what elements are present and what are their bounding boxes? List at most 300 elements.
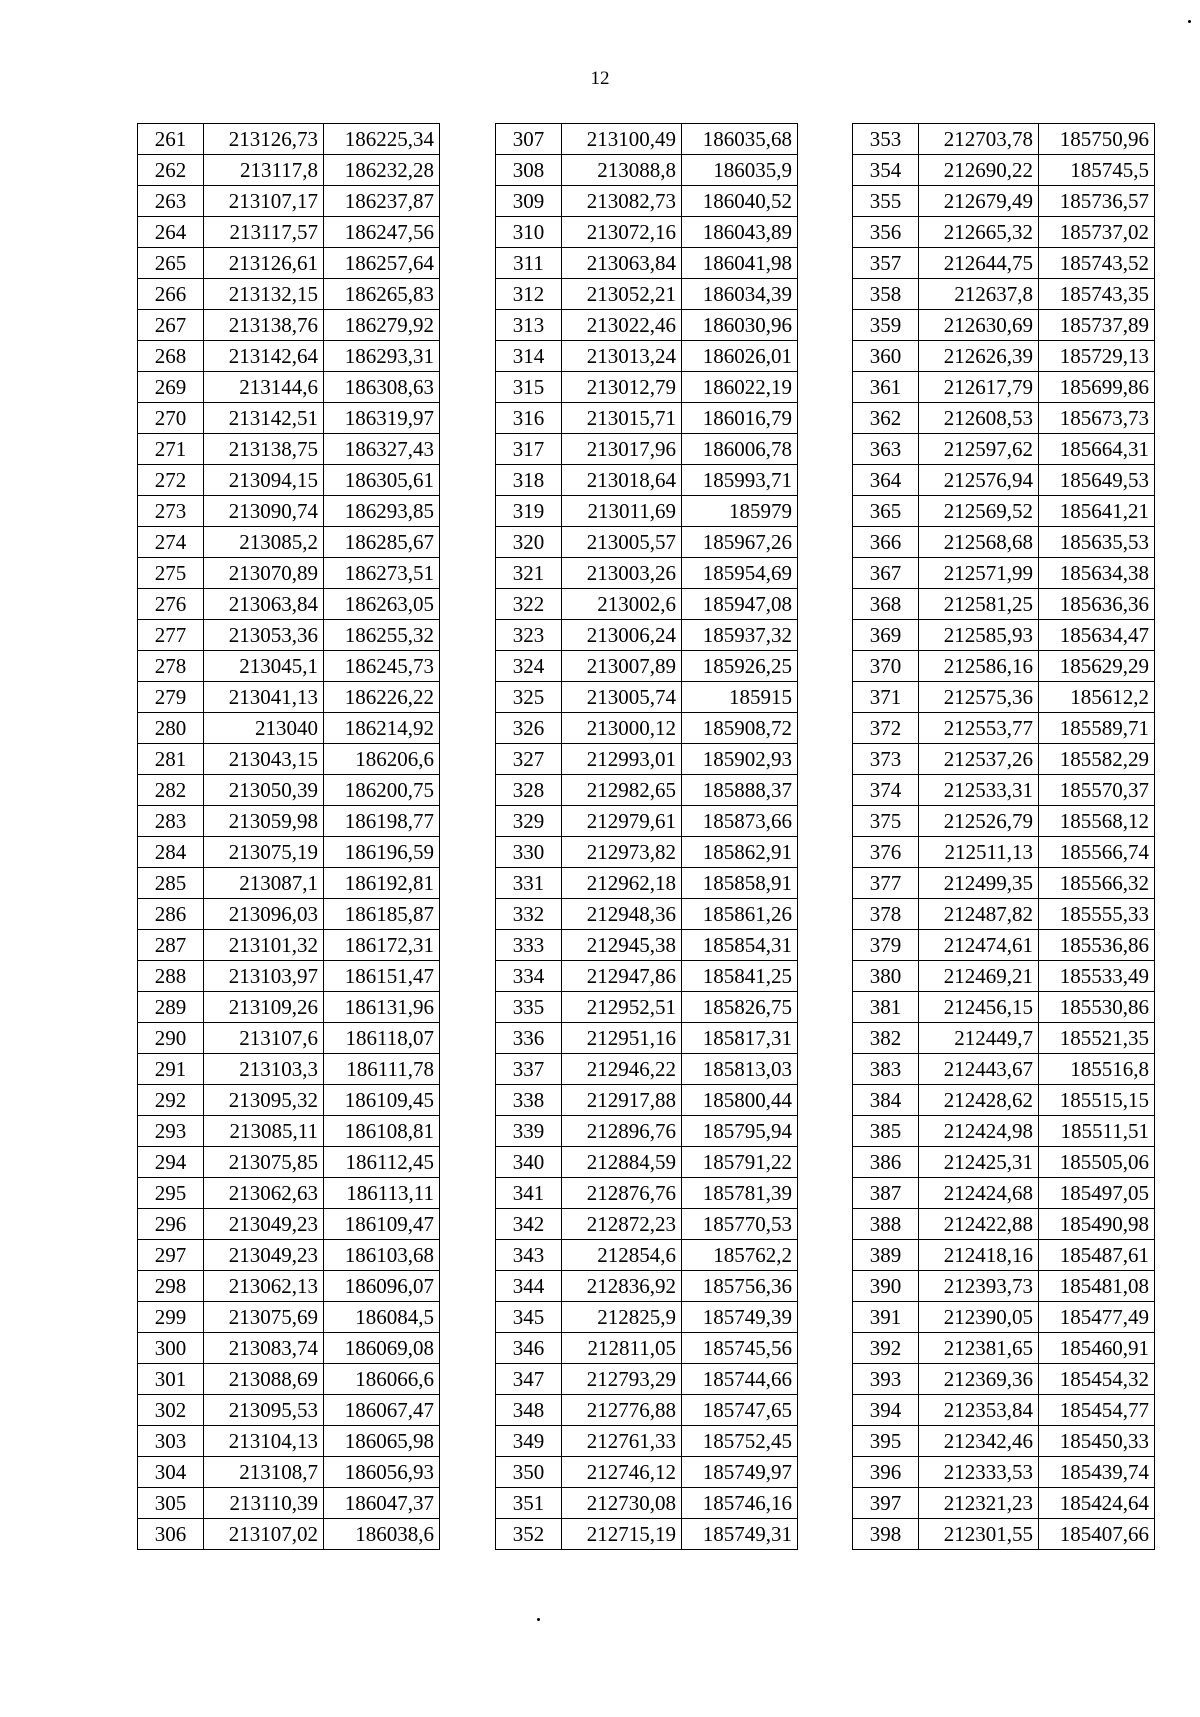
table-row [138, 1209, 440, 1240]
x-coordinate-cell: 212825,9 [562, 1302, 682, 1333]
x-coordinate-cell: 213101,32 [204, 930, 324, 961]
x-coordinate-cell: 213045,1 [204, 651, 324, 682]
point-number-cell: 292 [138, 1085, 204, 1116]
y-coordinate-cell: 185743,52 [1039, 248, 1155, 279]
y-coordinate-cell: 185800,44 [682, 1085, 798, 1116]
y-coordinate-cell: 185634,38 [1039, 558, 1155, 589]
point-number-cell: 346 [496, 1333, 562, 1364]
table-row [138, 651, 440, 682]
x-coordinate-cell: 212948,36 [562, 899, 682, 930]
y-coordinate-cell: 186293,85 [324, 496, 440, 527]
table-row [138, 403, 440, 434]
table-row [853, 589, 1155, 620]
x-coordinate-cell: 212511,13 [919, 837, 1039, 868]
table-row [853, 899, 1155, 930]
y-coordinate-cell: 185641,21 [1039, 496, 1155, 527]
table-row [853, 434, 1155, 465]
x-coordinate-cell: 213083,74 [204, 1333, 324, 1364]
point-number-cell: 276 [138, 589, 204, 620]
table-row [496, 713, 798, 744]
x-coordinate-cell: 213059,98 [204, 806, 324, 837]
x-coordinate-cell: 212876,76 [562, 1178, 682, 1209]
point-number-cell: 342 [496, 1209, 562, 1240]
y-coordinate-cell: 185858,91 [682, 868, 798, 899]
x-coordinate-cell: 213043,15 [204, 744, 324, 775]
table-row [853, 930, 1155, 961]
table-row [138, 1023, 440, 1054]
x-coordinate-cell: 213108,7 [204, 1457, 324, 1488]
x-coordinate-cell: 212730,08 [562, 1488, 682, 1519]
table-row [138, 155, 440, 186]
y-coordinate-cell: 186327,43 [324, 434, 440, 465]
y-coordinate-cell: 186109,45 [324, 1085, 440, 1116]
y-coordinate-cell: 186016,79 [682, 403, 798, 434]
y-coordinate-cell: 185826,75 [682, 992, 798, 1023]
x-coordinate-cell: 212474,61 [919, 930, 1039, 961]
table-row [496, 186, 798, 217]
y-coordinate-cell: 185749,31 [682, 1519, 798, 1550]
y-coordinate-cell: 186103,68 [324, 1240, 440, 1271]
x-coordinate-cell: 212811,05 [562, 1333, 682, 1364]
point-number-cell: 309 [496, 186, 562, 217]
y-coordinate-cell: 185612,2 [1039, 682, 1155, 713]
y-coordinate-cell: 185746,16 [682, 1488, 798, 1519]
point-number-cell: 370 [853, 651, 919, 682]
x-coordinate-cell: 212951,16 [562, 1023, 682, 1054]
scan-speck [537, 1618, 540, 1621]
table-row [138, 1178, 440, 1209]
point-number-cell: 363 [853, 434, 919, 465]
y-coordinate-cell: 185570,37 [1039, 775, 1155, 806]
y-coordinate-cell: 186206,6 [324, 744, 440, 775]
point-number-cell: 358 [853, 279, 919, 310]
x-coordinate-cell: 212393,73 [919, 1271, 1039, 1302]
point-number-cell: 291 [138, 1054, 204, 1085]
point-number-cell: 381 [853, 992, 919, 1023]
table-row [853, 527, 1155, 558]
x-coordinate-cell: 213104,13 [204, 1426, 324, 1457]
point-number-cell: 338 [496, 1085, 562, 1116]
y-coordinate-cell: 185791,22 [682, 1147, 798, 1178]
table-row [138, 496, 440, 527]
x-coordinate-cell: 213072,16 [562, 217, 682, 248]
table-row [138, 341, 440, 372]
table-row [138, 558, 440, 589]
x-coordinate-cell: 213095,32 [204, 1085, 324, 1116]
point-number-cell: 297 [138, 1240, 204, 1271]
point-number-cell: 312 [496, 279, 562, 310]
x-coordinate-cell: 213049,23 [204, 1209, 324, 1240]
table-row [853, 341, 1155, 372]
x-coordinate-cell: 212568,68 [919, 527, 1039, 558]
table-row [496, 1364, 798, 1395]
x-coordinate-cell: 212626,39 [919, 341, 1039, 372]
y-coordinate-cell: 186038,6 [324, 1519, 440, 1550]
point-number-cell: 364 [853, 465, 919, 496]
y-coordinate-cell: 186043,89 [682, 217, 798, 248]
x-coordinate-cell: 212952,51 [562, 992, 682, 1023]
y-coordinate-cell: 186198,77 [324, 806, 440, 837]
x-coordinate-cell: 213075,19 [204, 837, 324, 868]
x-coordinate-cell: 213006,24 [562, 620, 682, 651]
table-row [853, 837, 1155, 868]
y-coordinate-cell: 185744,66 [682, 1364, 798, 1395]
y-coordinate-cell: 186285,67 [324, 527, 440, 558]
y-coordinate-cell: 185749,39 [682, 1302, 798, 1333]
x-coordinate-cell: 212553,77 [919, 713, 1039, 744]
y-coordinate-cell: 185582,29 [1039, 744, 1155, 775]
point-number-cell: 395 [853, 1426, 919, 1457]
table-row [496, 620, 798, 651]
table-row [853, 1271, 1155, 1302]
y-coordinate-cell: 185589,71 [1039, 713, 1155, 744]
point-number-cell: 397 [853, 1488, 919, 1519]
point-number-cell: 377 [853, 868, 919, 899]
y-coordinate-cell: 185505,06 [1039, 1147, 1155, 1178]
point-number-cell: 385 [853, 1116, 919, 1147]
y-coordinate-cell: 186200,75 [324, 775, 440, 806]
y-coordinate-cell: 185817,31 [682, 1023, 798, 1054]
table-row [853, 1426, 1155, 1457]
point-number-cell: 384 [853, 1085, 919, 1116]
table-row [496, 1116, 798, 1147]
y-coordinate-cell: 186225,34 [324, 124, 440, 155]
table-row [496, 1457, 798, 1488]
table-row [853, 1364, 1155, 1395]
y-coordinate-cell: 185979 [682, 496, 798, 527]
y-coordinate-cell: 186308,63 [324, 372, 440, 403]
x-coordinate-cell: 213085,2 [204, 527, 324, 558]
y-coordinate-cell: 186265,83 [324, 279, 440, 310]
point-number-cell: 396 [853, 1457, 919, 1488]
x-coordinate-cell: 213095,53 [204, 1395, 324, 1426]
x-coordinate-cell: 213144,6 [204, 372, 324, 403]
point-number-cell: 285 [138, 868, 204, 899]
table-row [496, 744, 798, 775]
x-coordinate-cell: 212424,68 [919, 1178, 1039, 1209]
x-coordinate-cell: 212836,92 [562, 1271, 682, 1302]
table-row [138, 589, 440, 620]
table-row [496, 217, 798, 248]
point-number-cell: 326 [496, 713, 562, 744]
point-number-cell: 303 [138, 1426, 204, 1457]
point-number-cell: 391 [853, 1302, 919, 1333]
table-row [853, 961, 1155, 992]
y-coordinate-cell: 185566,74 [1039, 837, 1155, 868]
table-row [138, 713, 440, 744]
point-number-cell: 287 [138, 930, 204, 961]
point-number-cell: 353 [853, 124, 919, 155]
table-row [496, 279, 798, 310]
y-coordinate-cell: 186214,92 [324, 713, 440, 744]
x-coordinate-cell: 213126,73 [204, 124, 324, 155]
point-number-cell: 335 [496, 992, 562, 1023]
table-row [138, 620, 440, 651]
point-number-cell: 277 [138, 620, 204, 651]
y-coordinate-cell: 185699,86 [1039, 372, 1155, 403]
table-row [853, 1457, 1155, 1488]
table-row [853, 186, 1155, 217]
x-coordinate-cell: 213022,46 [562, 310, 682, 341]
y-coordinate-cell: 185749,97 [682, 1457, 798, 1488]
y-coordinate-cell: 186040,52 [682, 186, 798, 217]
x-coordinate-cell: 213103,3 [204, 1054, 324, 1085]
x-coordinate-cell: 213100,49 [562, 124, 682, 155]
x-coordinate-cell: 212872,23 [562, 1209, 682, 1240]
y-coordinate-cell: 185926,25 [682, 651, 798, 682]
y-coordinate-cell: 185770,53 [682, 1209, 798, 1240]
point-number-cell: 376 [853, 837, 919, 868]
table-row [496, 372, 798, 403]
y-coordinate-cell: 185515,15 [1039, 1085, 1155, 1116]
point-number-cell: 306 [138, 1519, 204, 1550]
table-row [853, 775, 1155, 806]
y-coordinate-cell: 185636,36 [1039, 589, 1155, 620]
y-coordinate-cell: 186263,05 [324, 589, 440, 620]
x-coordinate-cell: 213050,39 [204, 775, 324, 806]
table-row [496, 868, 798, 899]
y-coordinate-cell: 185536,86 [1039, 930, 1155, 961]
x-coordinate-cell: 212487,82 [919, 899, 1039, 930]
table-row [138, 248, 440, 279]
table-row [138, 1085, 440, 1116]
point-number-cell: 392 [853, 1333, 919, 1364]
table-row [138, 1488, 440, 1519]
x-coordinate-cell: 213110,39 [204, 1488, 324, 1519]
x-coordinate-cell: 212499,35 [919, 868, 1039, 899]
x-coordinate-cell: 212703,78 [919, 124, 1039, 155]
x-coordinate-cell: 213063,84 [204, 589, 324, 620]
y-coordinate-cell: 186096,07 [324, 1271, 440, 1302]
y-coordinate-cell: 185747,65 [682, 1395, 798, 1426]
y-coordinate-cell: 186237,87 [324, 186, 440, 217]
table-row [496, 651, 798, 682]
y-coordinate-cell: 186185,87 [324, 899, 440, 930]
point-number-cell: 378 [853, 899, 919, 930]
table-row [853, 279, 1155, 310]
point-number-cell: 387 [853, 1178, 919, 1209]
y-coordinate-cell: 185533,49 [1039, 961, 1155, 992]
table-row [138, 744, 440, 775]
x-coordinate-cell: 213049,23 [204, 1240, 324, 1271]
table-row [496, 465, 798, 496]
y-coordinate-cell: 185737,89 [1039, 310, 1155, 341]
y-coordinate-cell: 186196,59 [324, 837, 440, 868]
point-number-cell: 368 [853, 589, 919, 620]
y-coordinate-cell: 185947,08 [682, 589, 798, 620]
point-number-cell: 265 [138, 248, 204, 279]
table-row [496, 806, 798, 837]
point-number-cell: 289 [138, 992, 204, 1023]
y-coordinate-cell: 185737,02 [1039, 217, 1155, 248]
y-coordinate-cell: 186293,31 [324, 341, 440, 372]
y-coordinate-cell: 186118,07 [324, 1023, 440, 1054]
table-row [853, 1488, 1155, 1519]
y-coordinate-cell: 186035,68 [682, 124, 798, 155]
x-coordinate-cell: 213107,17 [204, 186, 324, 217]
x-coordinate-cell: 212793,29 [562, 1364, 682, 1395]
y-coordinate-cell: 185439,74 [1039, 1457, 1155, 1488]
table-row [853, 806, 1155, 837]
table-row [138, 1147, 440, 1178]
y-coordinate-cell: 185497,05 [1039, 1178, 1155, 1209]
x-coordinate-cell: 213090,74 [204, 496, 324, 527]
table-row [496, 341, 798, 372]
point-number-cell: 372 [853, 713, 919, 744]
y-coordinate-cell: 185967,26 [682, 527, 798, 558]
y-coordinate-cell: 185993,71 [682, 465, 798, 496]
point-number-cell: 304 [138, 1457, 204, 1488]
x-coordinate-cell: 213142,64 [204, 341, 324, 372]
point-number-cell: 314 [496, 341, 562, 372]
table-row [853, 310, 1155, 341]
y-coordinate-cell: 186109,47 [324, 1209, 440, 1240]
x-coordinate-cell: 212422,88 [919, 1209, 1039, 1240]
x-coordinate-cell: 213085,11 [204, 1116, 324, 1147]
point-number-cell: 360 [853, 341, 919, 372]
x-coordinate-cell: 213000,12 [562, 713, 682, 744]
y-coordinate-cell: 186026,01 [682, 341, 798, 372]
table-row [853, 496, 1155, 527]
x-coordinate-cell: 212390,05 [919, 1302, 1039, 1333]
y-coordinate-cell: 185460,91 [1039, 1333, 1155, 1364]
x-coordinate-cell: 212581,25 [919, 589, 1039, 620]
x-coordinate-cell: 212597,62 [919, 434, 1039, 465]
point-number-cell: 331 [496, 868, 562, 899]
y-coordinate-cell: 186108,81 [324, 1116, 440, 1147]
y-coordinate-cell: 185937,32 [682, 620, 798, 651]
table-row [853, 155, 1155, 186]
point-number-cell: 347 [496, 1364, 562, 1395]
y-coordinate-cell: 185954,69 [682, 558, 798, 589]
point-number-cell: 316 [496, 403, 562, 434]
table-row [496, 992, 798, 1023]
table-row [138, 682, 440, 713]
point-number-cell: 278 [138, 651, 204, 682]
y-coordinate-cell: 186035,9 [682, 155, 798, 186]
x-coordinate-cell: 213088,69 [204, 1364, 324, 1395]
y-coordinate-cell: 185454,77 [1039, 1395, 1155, 1426]
table-row [138, 1271, 440, 1302]
point-number-cell: 365 [853, 496, 919, 527]
x-coordinate-cell: 213041,13 [204, 682, 324, 713]
table-row [138, 186, 440, 217]
table-row [138, 1457, 440, 1488]
x-coordinate-cell: 212746,12 [562, 1457, 682, 1488]
x-coordinate-cell: 212776,88 [562, 1395, 682, 1426]
table-row [138, 1302, 440, 1333]
y-coordinate-cell: 185756,36 [682, 1271, 798, 1302]
x-coordinate-cell: 212586,16 [919, 651, 1039, 682]
point-number-cell: 350 [496, 1457, 562, 1488]
point-number-cell: 300 [138, 1333, 204, 1364]
table-row [853, 124, 1155, 155]
table-row [853, 744, 1155, 775]
table-row [853, 651, 1155, 682]
table-row [138, 837, 440, 868]
point-number-cell: 366 [853, 527, 919, 558]
point-number-cell: 328 [496, 775, 562, 806]
table-row [138, 806, 440, 837]
y-coordinate-cell: 185629,29 [1039, 651, 1155, 682]
table-row [496, 899, 798, 930]
table-row [138, 1395, 440, 1426]
y-coordinate-cell: 185841,25 [682, 961, 798, 992]
point-number-cell: 268 [138, 341, 204, 372]
y-coordinate-cell: 185555,33 [1039, 899, 1155, 930]
table-row [138, 124, 440, 155]
y-coordinate-cell: 186151,47 [324, 961, 440, 992]
point-number-cell: 281 [138, 744, 204, 775]
y-coordinate-cell: 186056,93 [324, 1457, 440, 1488]
coordinates-table-1 [137, 123, 440, 1550]
table-row [853, 868, 1155, 899]
y-coordinate-cell: 186232,28 [324, 155, 440, 186]
x-coordinate-cell: 213013,24 [562, 341, 682, 372]
x-coordinate-cell: 212575,36 [919, 682, 1039, 713]
table-row [496, 589, 798, 620]
point-number-cell: 321 [496, 558, 562, 589]
x-coordinate-cell: 212533,31 [919, 775, 1039, 806]
table-row [138, 279, 440, 310]
x-coordinate-cell: 213062,63 [204, 1178, 324, 1209]
y-coordinate-cell: 186034,39 [682, 279, 798, 310]
point-number-cell: 380 [853, 961, 919, 992]
table-row [496, 961, 798, 992]
y-coordinate-cell: 186131,96 [324, 992, 440, 1023]
y-coordinate-cell: 185634,47 [1039, 620, 1155, 651]
x-coordinate-cell: 212947,86 [562, 961, 682, 992]
table-row [138, 434, 440, 465]
x-coordinate-cell: 213012,79 [562, 372, 682, 403]
table-row [496, 124, 798, 155]
table-row [496, 1488, 798, 1519]
y-coordinate-cell: 185450,33 [1039, 1426, 1155, 1457]
table-row [138, 930, 440, 961]
table-row [496, 775, 798, 806]
table-row [496, 1209, 798, 1240]
point-number-cell: 332 [496, 899, 562, 930]
y-coordinate-cell: 185424,64 [1039, 1488, 1155, 1519]
x-coordinate-cell: 212946,22 [562, 1054, 682, 1085]
coordinates-table-3 [852, 123, 1155, 1550]
point-number-cell: 262 [138, 155, 204, 186]
x-coordinate-cell: 213142,51 [204, 403, 324, 434]
point-number-cell: 288 [138, 961, 204, 992]
x-coordinate-cell: 212449,7 [919, 1023, 1039, 1054]
y-coordinate-cell: 186192,81 [324, 868, 440, 899]
y-coordinate-cell: 185745,5 [1039, 155, 1155, 186]
y-coordinate-cell: 185477,49 [1039, 1302, 1155, 1333]
x-coordinate-cell: 212690,22 [919, 155, 1039, 186]
point-number-cell: 388 [853, 1209, 919, 1240]
y-coordinate-cell: 185795,94 [682, 1116, 798, 1147]
x-coordinate-cell: 212630,69 [919, 310, 1039, 341]
point-number-cell: 336 [496, 1023, 562, 1054]
x-coordinate-cell: 212576,94 [919, 465, 1039, 496]
table-row [853, 217, 1155, 248]
y-coordinate-cell: 185743,35 [1039, 279, 1155, 310]
point-number-cell: 318 [496, 465, 562, 496]
y-coordinate-cell: 186111,78 [324, 1054, 440, 1085]
table-row [496, 1023, 798, 1054]
x-coordinate-cell: 212537,26 [919, 744, 1039, 775]
table-row [138, 310, 440, 341]
y-coordinate-cell: 186067,47 [324, 1395, 440, 1426]
point-number-cell: 311 [496, 248, 562, 279]
point-number-cell: 280 [138, 713, 204, 744]
table-row [496, 1519, 798, 1550]
